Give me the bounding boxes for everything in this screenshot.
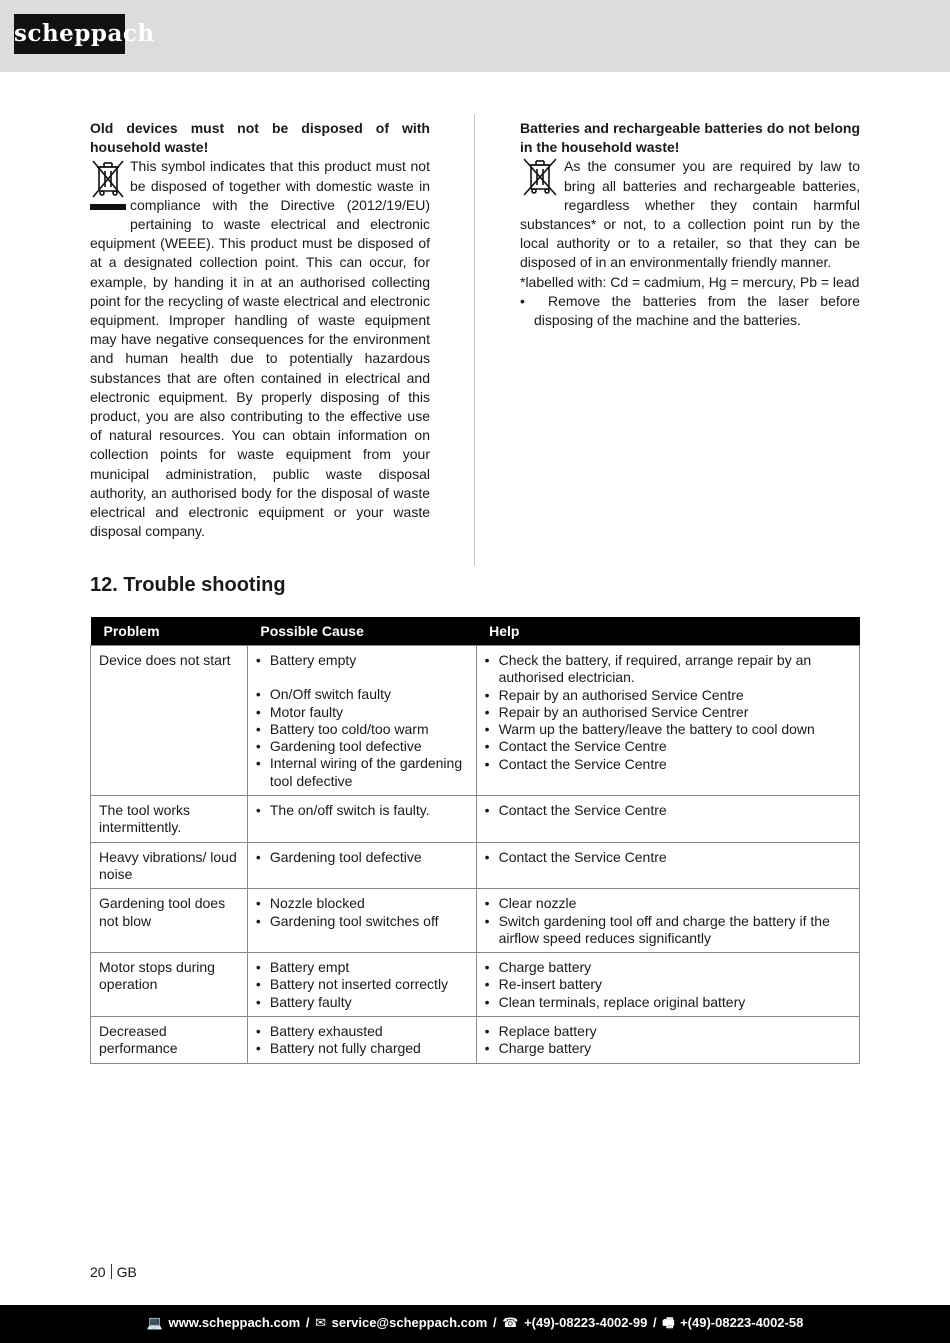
cell-possible-cause <box>247 646 476 796</box>
list-item-text: Nozzle blocked <box>269 895 365 912</box>
list-item-text: Battery exhausted <box>269 1023 383 1040</box>
list-item-text: Battery too cold/too warm <box>269 720 429 737</box>
cell-possible-cause <box>247 842 476 889</box>
cause-list <box>256 849 468 866</box>
page-number-value: 20 <box>90 1264 106 1280</box>
list-item <box>485 756 851 773</box>
troubleshooting-table <box>90 617 860 1064</box>
list-item <box>485 1040 851 1057</box>
table-row <box>91 646 860 796</box>
cell-possible-cause <box>247 953 476 1017</box>
table-row <box>91 842 860 889</box>
list-item-text: Battery empty <box>269 652 357 668</box>
list-item <box>485 704 851 721</box>
phone-number: +(49)-08223-4002-99 <box>524 1315 648 1330</box>
list-item-text: Contact the Service Centre <box>498 848 667 865</box>
mail-icon: ✉ <box>315 1315 326 1330</box>
cell-possible-cause <box>247 1017 476 1064</box>
list-item <box>256 1040 468 1057</box>
cell-help <box>476 796 859 843</box>
fax-number: +(49)-08223-4002-58 <box>680 1315 804 1330</box>
list-item-text: Battery not fully charged <box>269 1040 421 1057</box>
contact-footer <box>0 1305 950 1343</box>
cell-help <box>476 1017 859 1064</box>
help-list <box>485 895 851 947</box>
list-item <box>256 849 468 866</box>
battery-heading: Batteries and rechargeable batteries do not belong in the household waste! <box>520 120 860 156</box>
cause-list <box>256 652 468 790</box>
phone-icon: ☎ <box>502 1315 519 1330</box>
list-item <box>256 959 468 976</box>
list-item <box>485 849 851 866</box>
list-item <box>256 913 468 930</box>
list-item-text: Gardening tool defective <box>269 848 422 865</box>
list-item <box>485 687 851 704</box>
header-help: Help <box>476 617 859 646</box>
list-item-text: Battery not inserted correctly <box>269 976 449 993</box>
list-item <box>256 721 468 738</box>
cause-list <box>256 959 468 1011</box>
list-item-text: Switch gardening tool off and charge the battery if the airflow speed reduces significantly <box>498 912 830 946</box>
list-item-text: Contact the Service Centre <box>498 802 667 819</box>
list-item <box>256 976 468 993</box>
list-item-text: Battery faulty <box>269 993 352 1010</box>
cell-problem: Heavy vibrations/ loud noise <box>91 842 248 889</box>
list-item-text: Clear nozzle <box>498 895 577 912</box>
header-bar <box>0 0 950 72</box>
footer-separator: / <box>493 1315 497 1330</box>
table-row <box>91 953 860 1017</box>
list-item <box>256 738 468 755</box>
help-list <box>485 652 851 773</box>
list-item-text: Internal wiring of the gardening tool defective <box>269 755 463 789</box>
list-item <box>256 1023 468 1040</box>
cause-list <box>256 802 468 819</box>
list-item <box>485 652 851 687</box>
column-divider <box>474 114 475 566</box>
list-item <box>256 755 468 790</box>
battery-bullet: • Remove the batteries from the laser before disposing of the machine and the batteries. <box>520 292 860 329</box>
brand-logo: scheppach <box>14 14 125 54</box>
cell-problem: The tool works intermittently. <box>91 796 248 843</box>
cell-help <box>476 889 859 953</box>
header-problem: Problem <box>91 617 248 646</box>
weee-disposal-section <box>90 119 430 541</box>
list-item <box>485 738 851 755</box>
list-item <box>256 994 468 1011</box>
list-item-text: Battery empt <box>269 959 350 976</box>
help-list <box>485 959 851 1011</box>
help-list <box>485 1023 851 1058</box>
list-item <box>256 802 468 819</box>
list-item <box>485 802 851 819</box>
footer-separator: / <box>305 1315 310 1330</box>
page-number <box>90 1264 137 1280</box>
cell-possible-cause <box>247 796 476 843</box>
battery-bullet-text: Remove the batteries from the laser before disposing of the machine and the batteries. <box>534 292 860 329</box>
cell-problem: Device does not start <box>91 646 248 796</box>
list-item-text: Charge battery <box>498 959 592 976</box>
language-code: GB <box>116 1264 137 1280</box>
list-item-text: On/Off switch faulty <box>269 686 391 703</box>
list-item-text: Gardening tool defective <box>269 738 422 755</box>
cause-list <box>256 895 468 930</box>
cell-problem: Gardening tool does not blow <box>91 889 248 953</box>
list-item-text: Check the battery, if required, arrange repair by an authorised electrician. <box>498 652 812 686</box>
list-item <box>485 913 851 948</box>
list-item-text: Motor faulty <box>269 703 344 720</box>
cell-problem: Motor stops during operation <box>91 953 248 1017</box>
cell-possible-cause <box>247 889 476 953</box>
list-item <box>485 976 851 993</box>
table-row <box>91 796 860 843</box>
list-item <box>485 721 851 738</box>
crossed-bin-icon <box>520 157 560 197</box>
list-item <box>256 686 468 703</box>
header-possible-cause: Possible Cause <box>247 617 476 646</box>
list-item-text: Charge battery <box>498 1040 592 1057</box>
list-item-text: Re-insert battery <box>498 976 603 993</box>
weee-body: This symbol indicates that this product must not be disposed of together with domestic waste in compliance with the Directive (2012/19/EU) pertaining to waste electrical and electronic equipment (WEEE). This product must be disposed of at a designated collection point. This can occur, for example, by handing it in at an authorised collecting point for the recycling of waste electrical and electronic equipment. Improper handling of waste equipment may have negative consequences for the environment and human health due to potentially hazardous substances that are often contained in electrical and electronic equipment. By properly disposing of this product, you are also contributing to the effective use of natural resources. You can obtain information on collection points for waste equipment from your municipal administration, public waste disposal authority, an authorised body for the disposal of waste electrical and electronic equipment or your waste disposal company. <box>90 158 430 540</box>
computer-icon: 💻 <box>146 1315 163 1330</box>
battery-disposal-section <box>520 119 860 330</box>
page-separator <box>111 1264 112 1279</box>
crossed-bin-icon <box>90 157 126 219</box>
list-item-text: Gardening tool switches off <box>269 912 439 929</box>
list-item <box>485 895 851 912</box>
list-item <box>485 1023 851 1040</box>
list-item-text: Warm up the battery/leave the battery to cool down <box>498 721 815 738</box>
cell-problem: Decreased performance <box>91 1017 248 1064</box>
list-item <box>485 994 851 1011</box>
list-spacer <box>256 669 468 686</box>
weee-heading: Old devices must not be disposed of with household waste! <box>90 120 430 156</box>
table-row <box>91 1017 860 1064</box>
list-item-text: Clean terminals, replace original battery <box>498 993 746 1010</box>
cause-list <box>256 1023 468 1058</box>
help-list <box>485 849 851 866</box>
list-item <box>256 895 468 912</box>
battery-note: *labelled with: Cd = cadmium, Hg = mercury, Pb = lead <box>520 273 860 290</box>
list-item-text: Contact the Service Centre <box>498 738 667 755</box>
battery-body: As the consumer you are required by law to bring all batteries and rechargeable batteries, regardless whether they contain harmful substances* or not, to a collection point run by the local authority or to a retailer, so that they can be disposed of in an environmentally friendly manner. <box>520 158 860 271</box>
email-link[interactable]: service@scheppach.com <box>331 1315 488 1330</box>
fax-icon: 🖷 <box>662 1315 675 1330</box>
list-item-text: Repair by an authorised Service Centre <box>498 686 744 703</box>
cell-help <box>476 646 859 796</box>
cell-help <box>476 953 859 1017</box>
list-item-text: Repair by an authorised Service Centrer <box>498 703 749 720</box>
table-header-row <box>91 617 860 646</box>
table-row <box>91 889 860 953</box>
list-item <box>256 652 468 669</box>
list-item <box>256 704 468 721</box>
list-item-text: Contact the Service Centre <box>498 755 667 772</box>
section-title: 12. Trouble shooting <box>90 574 286 596</box>
cell-help <box>476 842 859 889</box>
list-item <box>485 959 851 976</box>
list-item-text: Replace battery <box>498 1023 597 1040</box>
website-link[interactable]: www.scheppach.com <box>168 1315 301 1330</box>
list-item-text: The on/off switch is faulty. <box>269 802 430 819</box>
footer-separator: / <box>652 1315 657 1330</box>
help-list <box>485 802 851 819</box>
